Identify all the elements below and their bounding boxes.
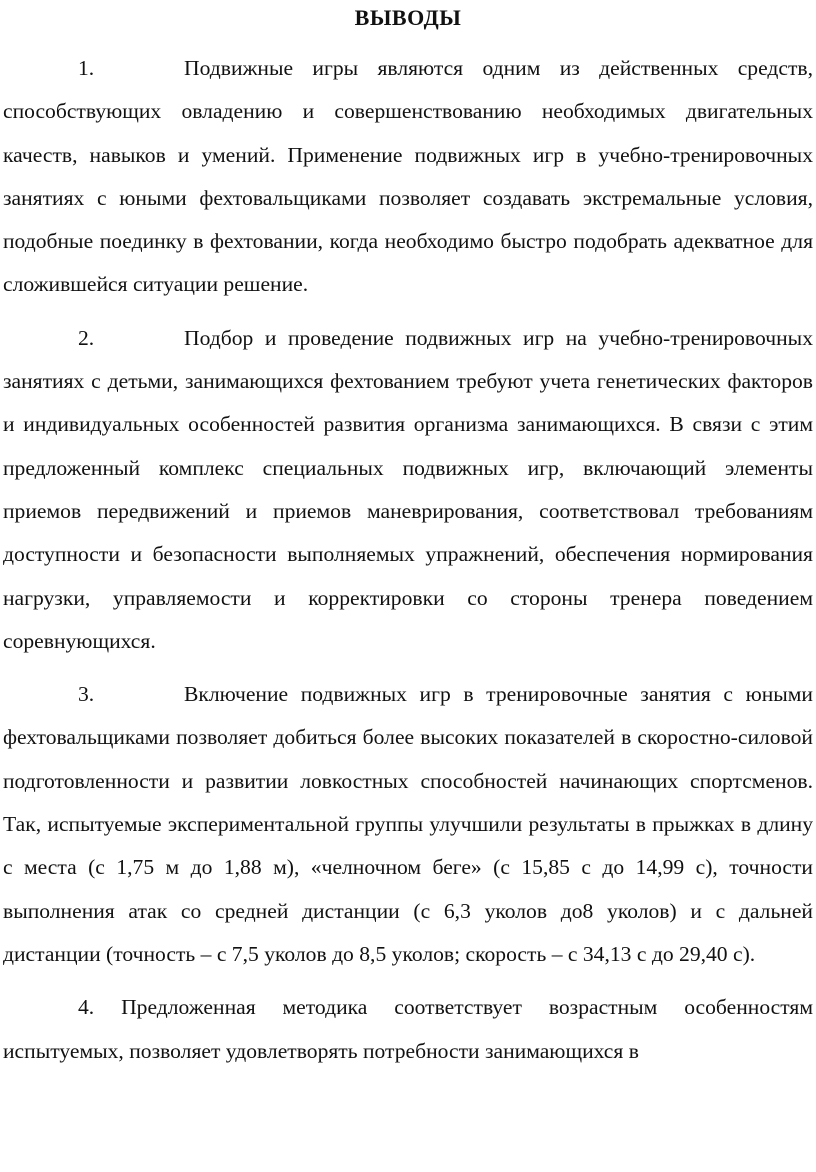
conclusion-paragraph-2 <box>3 317 813 663</box>
page-title: ВЫВОДЫ <box>354 5 462 30</box>
paragraph-number: 4. <box>78 995 95 1020</box>
paragraph-text: Включение подвижных игр в тренировочные занятия с юными фехтовальщиками позволяет добиться более высоких показателей в скоростно-силовой подготовленности и развитии ловкостных способностей начинающих спортсменов. Так, испытуемые экспериментальной группы улучшили результаты в прыжках в длину с места (с 1,75 м до 1,88 м), «челночном беге» (с 15,85 с до 14,99 с), точности выполнения атак со средней дистанции (с 6,3 уколов до8 уколов) и с дальней дистанции (точность – с 7,5 уколов до 8,5 уколов; скорость – с 34,13 с до 29,40 с). <box>3 682 813 966</box>
paragraph-number: 2. <box>78 325 95 350</box>
conclusion-paragraph-1 <box>3 47 813 307</box>
paragraph-text: Подбор и проведение подвижных игр на учебно-тренировочных занятиях с детьми, занимающихся фехтованием требуют учета генетических факторов и индивидуальных особенностей развития организма занимающихся. В связи с этим предложенный комплекс специальных подвижных игр, включающий элементы приемов передвижений и приемов маневрирования, соответствовал требованиям доступности и безопасности выполняемых упражнений, обеспечения нормирования нагрузки, управляемости и корректировки со стороны тренера поведением соревнующихся. <box>3 325 813 653</box>
paragraph-text: Предложенная методика соответствует возрастным особенностям испытуемых, позволяет удовлетворять потребности занимающихся в <box>3 995 813 1063</box>
conclusion-paragraph-4 <box>3 986 813 1073</box>
paragraph-text: Подвижные игры являются одним из действенных средств, способствующих овладению и совершенствованию необходимых двигательных качеств, навыков и умений. Применение подвижных игр в учебно-тренировочных занятиях с юными фехтовальщиками позволяет создавать экстремальные условия, подобные поединку в фехтовании, когда необходимо быстро подобрать адекватное для сложившейся ситуации решение. <box>3 56 813 297</box>
paragraph-number: 3. <box>78 682 95 707</box>
paragraph-number: 1. <box>78 56 95 80</box>
conclusion-paragraph-3 <box>3 673 813 976</box>
